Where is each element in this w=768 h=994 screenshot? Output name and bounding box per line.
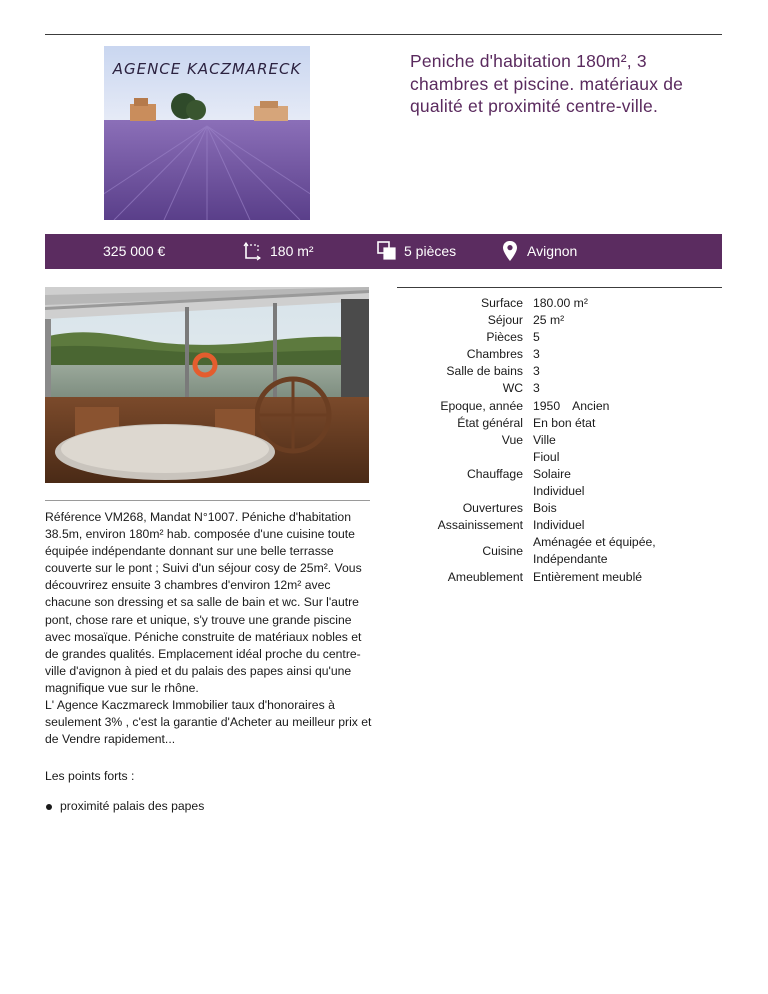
table-row: Vue Ville: [501, 432, 556, 447]
table-row: Ameublement Entièrement meublé: [447, 569, 643, 584]
table-row: Surface 180.00 m²: [480, 296, 588, 310]
table-row: État général En bon état: [457, 415, 596, 430]
strengths-title: Les points forts :: [45, 769, 135, 783]
agency-logo: [104, 46, 310, 220]
city: Avignon: [527, 243, 578, 259]
table-row: Pièces 5: [486, 330, 540, 345]
surface-icon: [243, 241, 261, 264]
description-paragraph: L' Agence Kaczmareck Immobilier taux d'honoraires à seulement 3% , c'est la garantie d'Acheter au meilleur prix et de Vendre rapidement...: [45, 698, 372, 747]
description-divider: [45, 500, 370, 501]
description-paragraph: Référence VM268, Mandat N°1007. Péniche d'habitation 38.5m, environ 180m² hab. composée d'une cuisine toute équipée indépendante donnant sur une belle terrasse couverte sur le pont ; Suivi d'un séjour cosy de 25m². Vous découvrirez ensuite 3 chambres d'environ 12m² avec chacune son dressing et sa salle de bain et wc. Sur l'autre pont, chose rare et unique, s'y trouve une grande piscine avec mosaïque. Péniche construite de matériaux nobles et de grandes qualités. Emplacement idéal proche du centre-ville d'avignon à pied et du palais des papes ainsi qu'une magnifique vue sur le rhône.: [45, 510, 362, 695]
rooms-icon: [377, 241, 397, 264]
year-value: 1950: [533, 398, 561, 413]
top-divider: [45, 34, 722, 35]
table-row: Séjour 25 m²: [487, 313, 565, 328]
location-pin-icon: [502, 240, 518, 265]
strengths-list: [45, 798, 204, 815]
table-row: Salle de bains 3: [446, 364, 540, 379]
table-row: WC 3: [502, 381, 540, 396]
list-item: proximité palais des papes: [45, 798, 204, 815]
table-row: Ouvertures Bois: [462, 501, 557, 516]
specs-table: [397, 295, 723, 586]
period-value: Ancien: [572, 398, 610, 413]
table-row: Chambres 3: [466, 347, 540, 362]
rooms: 5 pièces: [404, 243, 457, 259]
description: [45, 509, 375, 748]
listing-title: Peniche d'habitation 180m², 3 chambres et piscine. matériaux de qualité et proximité centre-ville.: [410, 51, 684, 116]
table-row: Cuisine Aménagée et équipée, Indépendante: [482, 535, 656, 567]
table-row: Epoque, année 1950 Ancien: [440, 398, 610, 413]
surface: 180 m²: [270, 243, 314, 259]
table-row: Assainissement Individuel: [437, 518, 585, 533]
summary-bar: [45, 234, 722, 269]
table-row: Chauffage Fioul Solaire Individuel: [466, 449, 585, 499]
price: 325 000 €: [103, 243, 166, 259]
specs-divider: [397, 287, 722, 288]
listing-photo: [45, 287, 369, 483]
logo-text: AGENCE KACZMARECK: [112, 60, 302, 78]
